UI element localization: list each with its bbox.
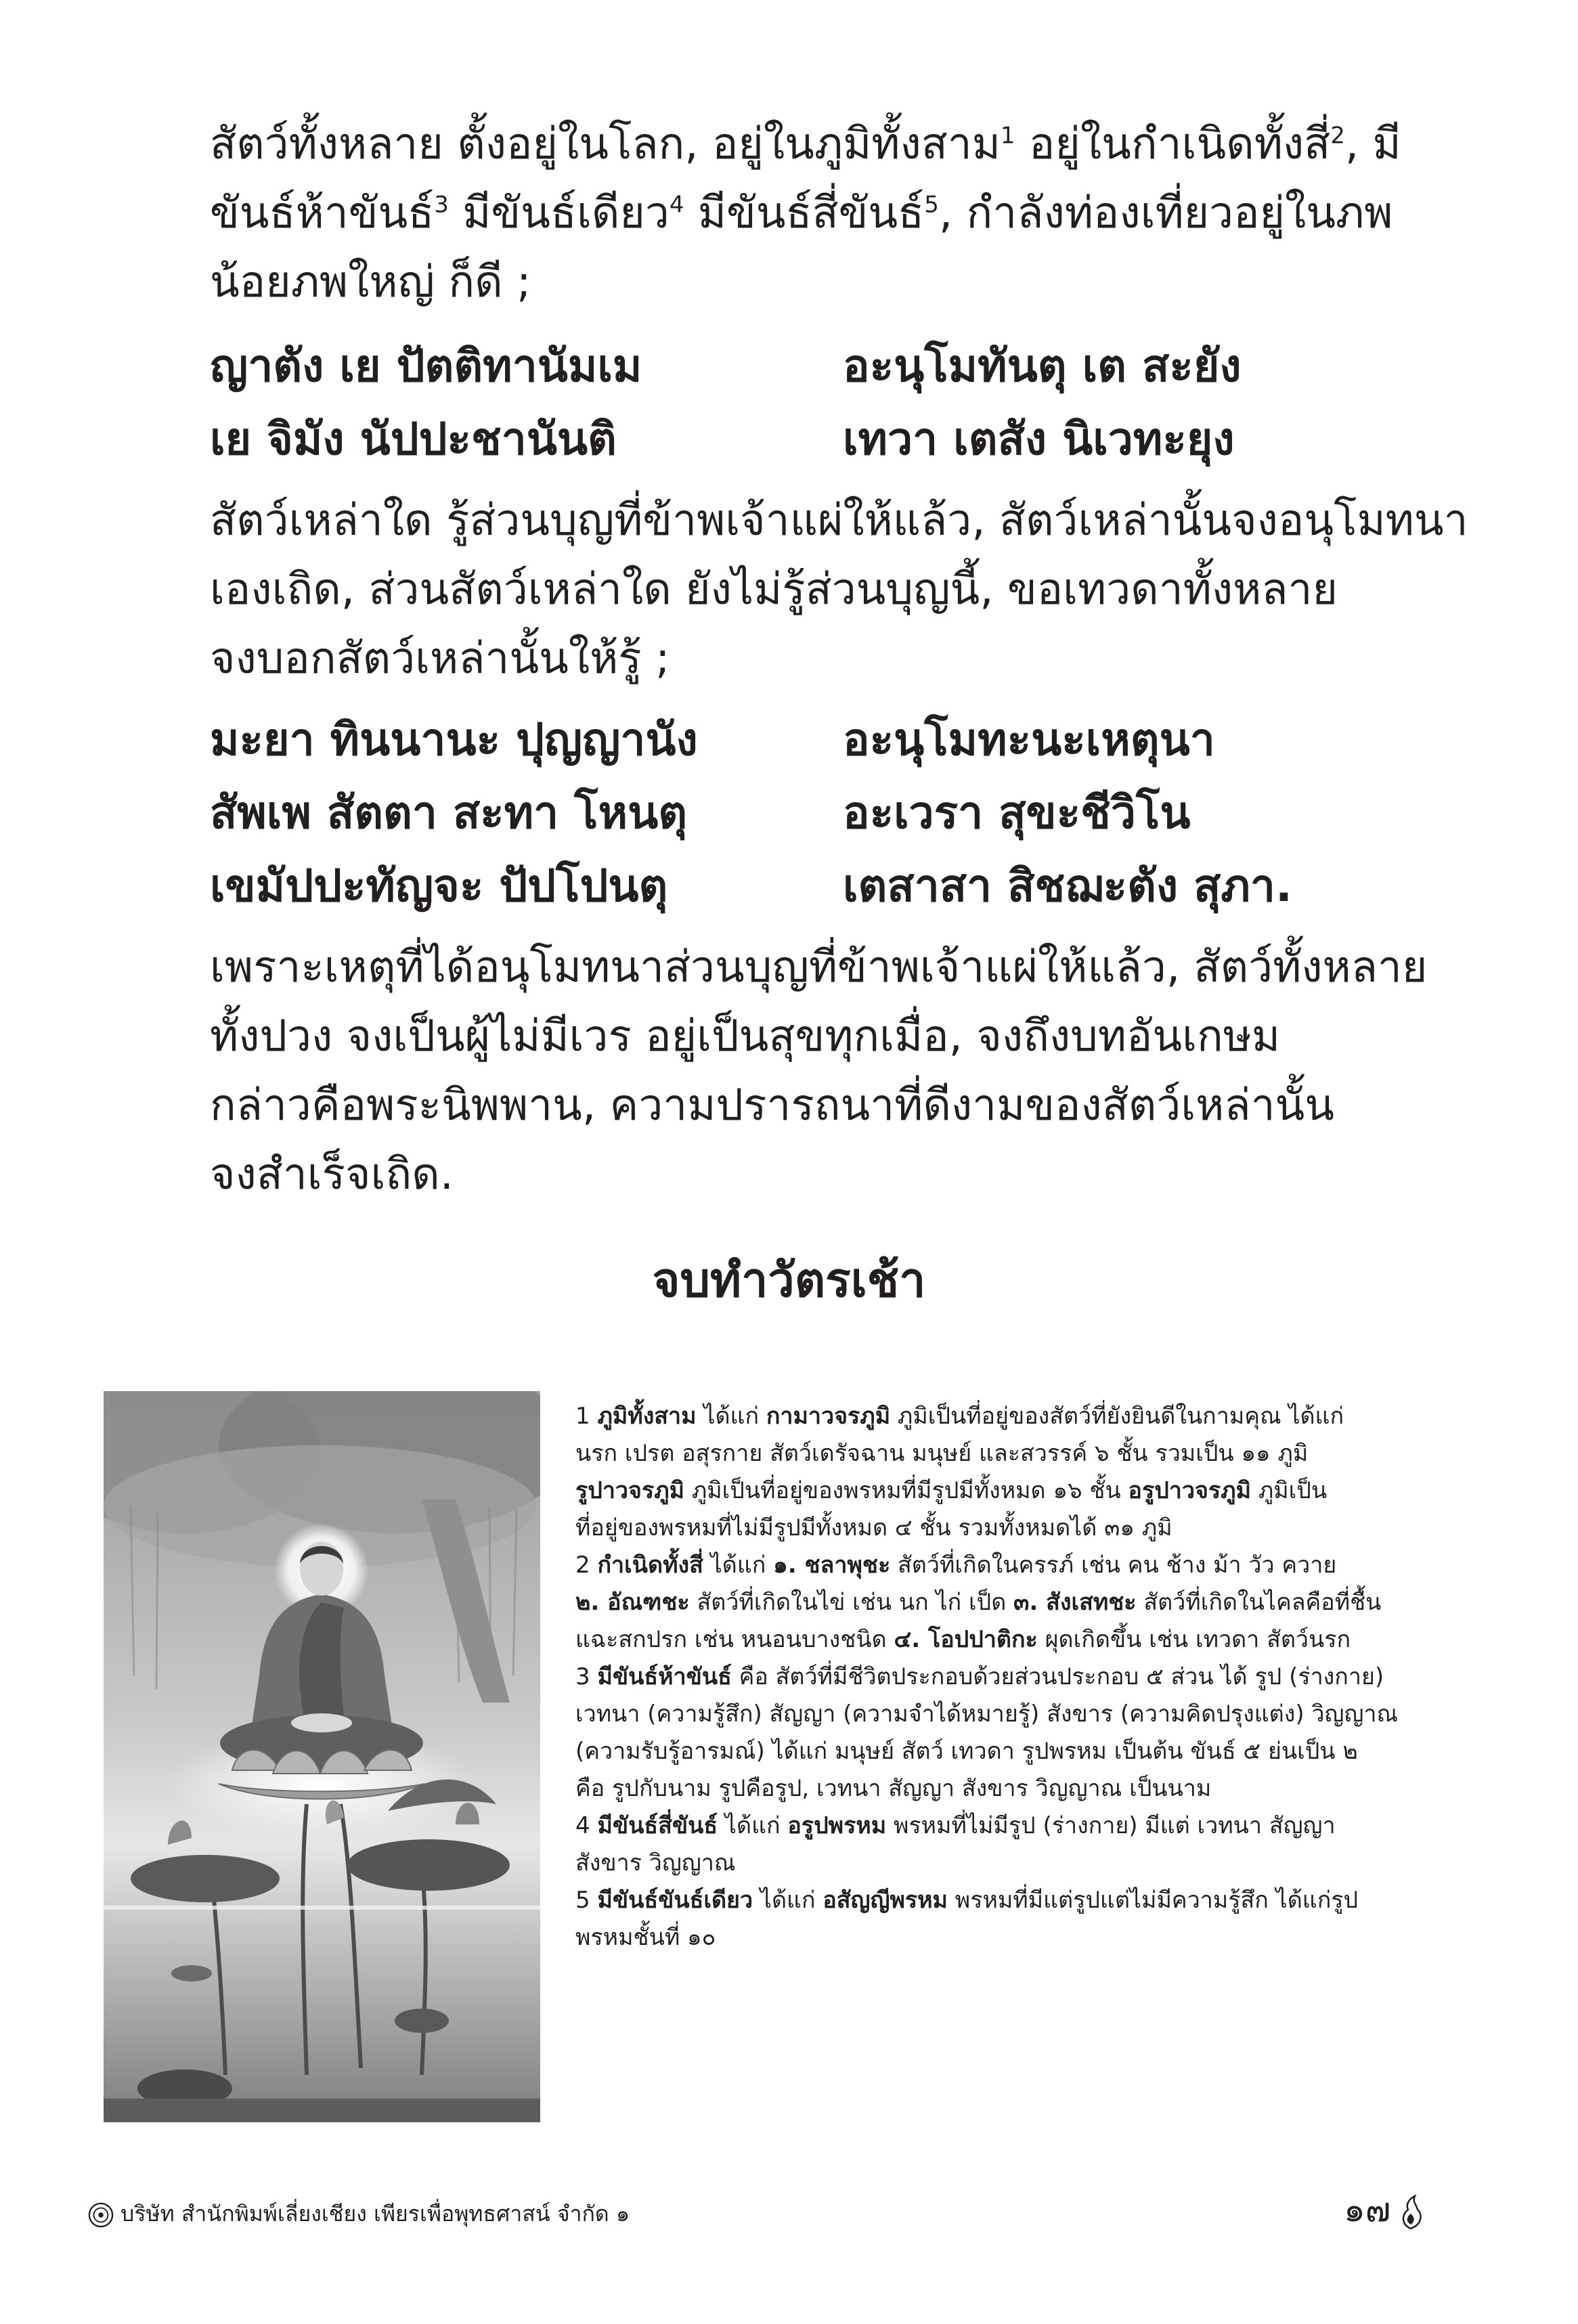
footnote-text: (ความรับรู้อารมณ์) ได้แก่ มนุษย์ สัตว์ เทวดา รูปพรหม เป็นต้น ขันธ์ ๕ ย่นเป็น ๒ xyxy=(575,1738,1358,1765)
chant-row xyxy=(210,330,1395,403)
chant-row xyxy=(210,777,1395,850)
footnote-text: 4 xyxy=(575,1812,598,1839)
paragraph-3-line: จงสำเร็จเถิด. xyxy=(210,1149,454,1200)
footnote-term: ๑. ชลาพุชะ xyxy=(773,1552,891,1579)
footnotes xyxy=(575,1398,1455,1956)
footnote-text: ภูมิเป็นที่อยู่ของพรหมที่มีรูปมีทั้งหมด ๑๖ ชั้น xyxy=(684,1477,1128,1504)
footnote-text: เวทนา (ความรู้สึก) สัญญา (ความจำได้หมายรู้) สังขาร (ความคิดปรุงแต่ง) วิญญาณ xyxy=(575,1701,1399,1728)
chant-left: ญาตัง เย ปัตติทานัมเม xyxy=(210,340,642,392)
footnote-text: สัตว์ที่เกิดในไคลคือที่ชื้น xyxy=(1136,1589,1382,1616)
chant-right: เทวา เตสัง นิเวทะยุง xyxy=(843,413,1235,465)
text-run: , มี xyxy=(1344,119,1401,169)
footnote-term: ๒. อัณฑชะ xyxy=(575,1589,690,1616)
section-end-heading: จบทำวัตรเช้า xyxy=(652,1252,926,1308)
thai-flame-ornament-icon xyxy=(1397,2195,1426,2230)
footnote-line xyxy=(575,1547,1455,1584)
footnote-text: สังขาร วิญญาณ xyxy=(575,1849,736,1877)
chant-right: อะนุโมทันตุ เต สะยัง xyxy=(843,340,1242,392)
text-run: น้อยภพใหญ่ ก็ดี ; xyxy=(210,257,531,307)
paragraph-2-line: จงบอกสัตว์เหล่านั้นให้รู้ ; xyxy=(210,634,670,684)
footnote-term: ๔. โอปปาติกะ xyxy=(894,1626,1038,1653)
chant-left: สัพเพ สัตตา สะทา โหนตุ xyxy=(210,787,688,839)
footnote-line xyxy=(575,1435,1455,1472)
footnote-ref: 3 xyxy=(434,191,449,219)
chant-left: เย จิมัง นัปปะชานันติ xyxy=(210,413,617,465)
footnote-line xyxy=(575,1398,1455,1435)
text-run: มีขันธ์เดียว xyxy=(448,188,670,238)
paragraph-1-line xyxy=(210,179,1393,248)
paragraph-1-line xyxy=(210,110,1401,179)
footnote-line xyxy=(575,1845,1455,1882)
text-run: สัตว์ทั้งหลาย ตั้งอยู่ในโลก, อยู่ในภูมิทั้งสาม xyxy=(210,119,1001,169)
footnote-line xyxy=(575,1696,1455,1733)
page-number-block xyxy=(1344,2183,1426,2237)
footnote-line xyxy=(575,1659,1455,1696)
footnote-term: กามาวจรภูมิ xyxy=(766,1403,891,1430)
paragraph-1-line xyxy=(210,248,1367,317)
chant-row xyxy=(210,403,1395,477)
chant-row xyxy=(210,850,1395,923)
footnote-term: ภูมิทั้งสาม xyxy=(597,1403,697,1430)
footnote-text: แฉะสกปรก เช่น หนอนบางชนิด xyxy=(575,1626,894,1653)
paragraph-1 xyxy=(210,110,1401,317)
footnote-ref: 2 xyxy=(1330,122,1345,150)
footnote-line xyxy=(575,1472,1455,1510)
footnote-text: สัตว์ที่เกิดในครรภ์ เช่น คน ช้าง ม้า วัว ควาย xyxy=(890,1552,1337,1579)
footnote-term: รูปาวจรภูมิ xyxy=(575,1477,685,1504)
footnote-text: ได้แก่ xyxy=(753,1887,823,1914)
chant-row xyxy=(210,704,1395,777)
footnote-text: นรก เปรต อสุรกาย สัตว์เดรัจฉาน มนุษย์ และสวรรค์ ๖ ชั้น รวมเป็น ๑๑ ภูมิ xyxy=(575,1440,1309,1467)
footnote-text: 5 xyxy=(575,1887,598,1914)
text-run: อยู่ในกำเนิดทั้งสี่ xyxy=(1015,119,1331,169)
publisher-mark: ๑ xyxy=(615,2201,630,2227)
footnote-text: ได้แก่ xyxy=(718,1812,788,1839)
footnote-line xyxy=(575,1584,1455,1621)
chant-right: เตสาสา สิชฌะตัง สุภา. xyxy=(843,860,1292,912)
footnote-line xyxy=(575,1807,1455,1845)
footnote-text: คือ สัตว์ที่มีชีวิตประกอบด้วยส่วนประกอบ ๕ ส่วน ได้ รูป (ร่างกาย) xyxy=(731,1663,1384,1690)
footnote-line xyxy=(575,1621,1455,1659)
footnote-term: อรูปาวจรภูมิ xyxy=(1128,1477,1252,1504)
footnote-text: สัตว์ที่เกิดในไข่ เช่น นก ไก่ เป็ด xyxy=(689,1589,1014,1616)
footnote-text: ภูมิเป็นที่อยู่ของสัตว์ที่ยังยินดีในกามคุณ ได้แก่ xyxy=(890,1403,1344,1430)
footnote-term: อสัญญีพรหม xyxy=(823,1887,948,1914)
publisher-logo-icon xyxy=(88,2202,114,2228)
paragraph-3 xyxy=(210,933,1428,1209)
chant-verse-1 xyxy=(210,330,1395,477)
footnote-term: มีขันธ์สี่ขันธ์ xyxy=(597,1812,718,1839)
footnote-text: ได้แก่ xyxy=(696,1403,766,1430)
footnote-term: ๓. สังเสทชะ xyxy=(1013,1589,1137,1616)
footnote-term: มีขันธ์ห้าขันธ์ xyxy=(597,1663,732,1690)
text-run: มีขันธ์สี่ขันธ์ xyxy=(684,188,925,238)
footnote-text: ผุดเกิดขึ้น เช่น เทวดา สัตว์นรก xyxy=(1037,1626,1351,1653)
footnote-text: ได้แก่ xyxy=(703,1552,774,1579)
paragraph-2-line: เองเถิด, ส่วนสัตว์เหล่าใด ยังไม่รู้ส่วนบุญนี้, ขอเทวดาทั้งหลาย xyxy=(210,565,1338,615)
page-number: ๑๗ xyxy=(1344,2190,1391,2229)
footnote-term: อรูปพรหม xyxy=(787,1812,887,1839)
chant-right: อะนุโมทะนะเหตุนา xyxy=(843,714,1215,766)
footnote-term: มีขันธ์ขันธ์เดียว xyxy=(597,1887,753,1914)
footnote-line xyxy=(575,1882,1455,1919)
footnote-ref: 5 xyxy=(924,191,939,219)
chant-right: อะเวรา สุขะชีวิโน xyxy=(843,787,1191,839)
paragraph-3-line: เพราะเหตุที่ได้อนุโมทนาส่วนบุญที่ข้าพเจ้าแผ่ให้แล้ว, สัตว์ทั้งหลาย xyxy=(210,942,1428,992)
footnote-ref: 1 xyxy=(1000,122,1015,150)
paragraph-2 xyxy=(210,486,1468,693)
paragraph-3-line: ทั้งปวง จงเป็นผู้ไม่มีเวร อยู่เป็นสุขทุกเมื่อ, จงถึงบทอันเกษม xyxy=(210,1011,1281,1061)
footnote-line xyxy=(575,1919,1455,1956)
chant-verse-2 xyxy=(210,704,1395,923)
chant-left: มะยา ทินนานะ ปุญญานัง xyxy=(210,714,698,766)
paragraph-3-line: กล่าวคือพระนิพพาน, ความปรารถนาที่ดีงามของสัตว์เหล่านั้น xyxy=(210,1080,1334,1131)
footnote-line xyxy=(575,1770,1455,1807)
footnote-term: กำเนิดทั้งสี่ xyxy=(597,1552,703,1579)
footnote-text: พรหมชั้นที่ ๑๐ xyxy=(575,1924,716,1951)
publisher-name: บริษัท สำนักพิมพ์เลี่ยงเชียง เพียรเพื่อพุทธศาสน์ จำกัด xyxy=(120,2201,609,2227)
publisher-footer xyxy=(88,2197,630,2231)
chant-left: เขมัปปะทัญจะ ปัปโปนตุ xyxy=(210,860,668,912)
footnote-text: พรหมที่มีแต่รูปแต่ไม่มีความรู้สึก ได้แก่รูป xyxy=(947,1887,1359,1914)
footnote-text: ที่อยู่ของพรหมที่ไม่มีรูปมีทั้งหมด ๔ ชั้น รวมทั้งหมดได้ ๓๑ ภูมิ xyxy=(575,1514,1172,1541)
meditating-buddha-on-lotus-illustration xyxy=(104,1391,540,2122)
footnote-text: คือ รูปกับนาม รูปคือรูป, เวทนา สัญญา สังขาร วิญญาณ เป็นนาม xyxy=(575,1775,1212,1802)
footnote-text: ภูมิเป็น xyxy=(1251,1477,1328,1504)
paragraph-2-line: สัตว์เหล่าใด รู้ส่วนบุญที่ข้าพเจ้าแผ่ให้แล้ว, สัตว์เหล่านั้นจงอนุโมทนา xyxy=(210,496,1468,546)
footnote-ref: 4 xyxy=(669,191,684,219)
text-run: , กำลังท่องเที่ยวอยู่ในภพ xyxy=(938,188,1393,238)
text-run: ขันธ์ห้าขันธ์ xyxy=(210,188,435,238)
footnote-text: 3 xyxy=(575,1663,598,1690)
footnote-line xyxy=(575,1733,1455,1770)
footnote-text: 2 xyxy=(575,1552,598,1579)
footnote-text: 1 xyxy=(575,1403,598,1430)
footnote-text: พรหมที่ไม่มีรูป (ร่างกาย) มีแต่ เวทนา สัญญา xyxy=(886,1812,1336,1839)
footnote-line xyxy=(575,1510,1455,1547)
